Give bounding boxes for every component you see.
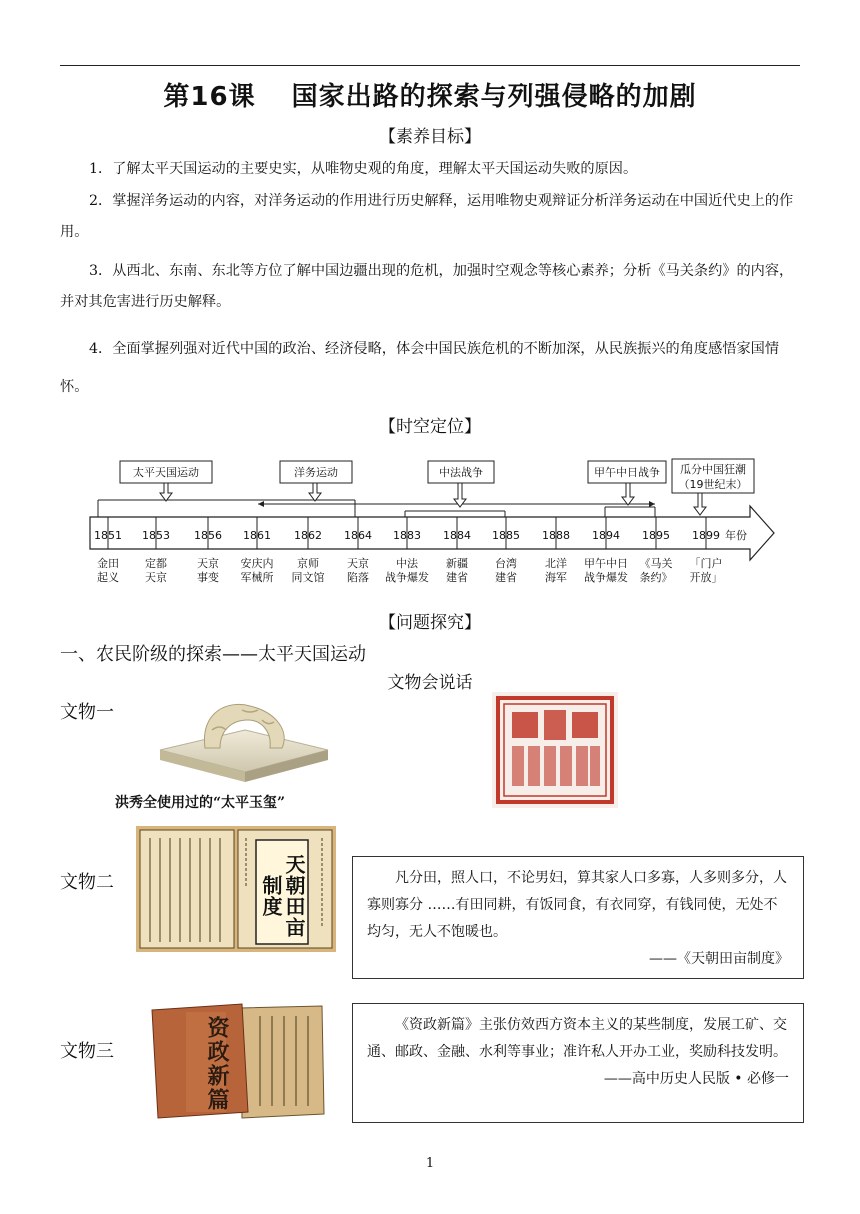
artifact3-quote: 《资政新篇》主张仿效西方资本主义的某些制度，发展工矿、交通、邮政、金融、水利等事业；准许私人开办工业，奖励科技发明。 bbox=[367, 1017, 787, 1060]
goal-item: 2．掌握洋务运动的内容，对洋务运动的作用进行历史解释，运用唯物史观辩证分析洋务运动在中国近代史上的作用。 bbox=[60, 193, 794, 240]
event-label: 新疆 bbox=[446, 557, 468, 570]
year-label: 1884 bbox=[443, 529, 471, 542]
timeline bbox=[80, 455, 780, 595]
event-label: 开放」 bbox=[689, 571, 723, 584]
year-label: 1853 bbox=[142, 529, 170, 542]
period-sublabel: （19世纪末） bbox=[678, 478, 748, 491]
period-label: 瓜分中国狂潮 bbox=[680, 463, 746, 476]
artifact2-label: 文物二 bbox=[60, 872, 114, 893]
event-label: 「门户 bbox=[689, 557, 723, 570]
artifact2-source: ——《天朝田亩制度》 bbox=[649, 951, 789, 967]
part1-title: 一、农民阶级的探索——太平天国运动 bbox=[60, 644, 366, 665]
event-label: 中法 bbox=[396, 557, 418, 570]
period-label: 洋务运动 bbox=[294, 466, 338, 479]
year-label: 1885 bbox=[492, 529, 520, 542]
event-label: 同文馆 bbox=[291, 571, 325, 584]
event-label: 军械所 bbox=[240, 571, 274, 584]
inquiry-heading: 【问题探究】 bbox=[379, 613, 481, 633]
event-label: 陷落 bbox=[347, 571, 369, 584]
period-label: 甲午中日战争 bbox=[594, 466, 660, 479]
page-title bbox=[0, 76, 860, 113]
year-label: 1864 bbox=[344, 529, 372, 542]
event-label: 金田 bbox=[97, 557, 119, 570]
event-label: 安庆内 bbox=[240, 557, 274, 570]
year-label: 1895 bbox=[642, 529, 670, 542]
event-label: 建省 bbox=[495, 571, 517, 584]
year-label: 1861 bbox=[243, 529, 271, 542]
tianchao-book-title: 天朝田亩制度 bbox=[259, 854, 306, 938]
year-label: 1851 bbox=[94, 529, 122, 542]
year-label: 1894 bbox=[592, 529, 620, 542]
timeline-heading: 【时空定位】 bbox=[379, 417, 481, 437]
event-label: 战争爆发 bbox=[584, 571, 628, 584]
event-label: 台湾 bbox=[495, 557, 517, 570]
artifact2-quote-box bbox=[352, 856, 804, 979]
event-label: 建省 bbox=[446, 571, 468, 584]
jade-seal-image bbox=[150, 690, 335, 785]
timeline-axis-arrow bbox=[90, 506, 774, 560]
period-label: 中法战争 bbox=[439, 466, 483, 479]
event-label: 甲午中日 bbox=[584, 557, 628, 570]
year-label: 1883 bbox=[393, 529, 421, 542]
zizheng-book-title: 资政新篇 bbox=[204, 1016, 230, 1112]
lesson-number: 第16课 bbox=[163, 82, 256, 112]
goals-heading: 【素养目标】 bbox=[379, 127, 481, 147]
event-label: 起义 bbox=[97, 571, 119, 584]
event-label: 战争爆发 bbox=[385, 571, 429, 584]
artifact2-quote: 凡分田，照人口，不论男妇，算其家人口多寡，人多则多分，人寡则寡分 ……有田同耕，有饭同食，有衣同穿，有钱同使，无处不均匀，无人不饱暖也。 bbox=[367, 870, 787, 940]
goal-item: 4．全面掌握列强对近代中国的政治、经济侵略，体会中国民族危机的不断加深，从民族振兴的角度感悟家国情怀。 bbox=[60, 341, 780, 395]
event-label: 天京 bbox=[347, 557, 369, 570]
artifact3-source: ——高中历史人民版 • 必修一 bbox=[603, 1071, 789, 1087]
year-label: 1862 bbox=[294, 529, 322, 542]
event-label: 北洋 bbox=[545, 557, 567, 570]
period-label: 太平天国运动 bbox=[133, 466, 199, 479]
artifact1-label: 文物一 bbox=[60, 702, 114, 723]
year-label: 1899 bbox=[692, 529, 720, 542]
artifacts-heading: 文物会说话 bbox=[387, 673, 473, 693]
page-number: 1 bbox=[425, 1156, 435, 1171]
event-label: 《马关 bbox=[639, 557, 673, 570]
year-label: 1856 bbox=[194, 529, 222, 542]
event-label: 天京 bbox=[145, 571, 167, 584]
axis-label: 年份 bbox=[725, 529, 747, 542]
event-label: 天京 bbox=[197, 557, 219, 570]
event-label: 条约》 bbox=[639, 571, 673, 584]
event-label: 京师 bbox=[297, 557, 319, 570]
event-label: 定都 bbox=[145, 557, 167, 570]
artifact3-quote-box bbox=[352, 1003, 804, 1123]
goal-item: 3．从西北、东南、东北等方位了解中国边疆出现的危机，加强时空观念等核心素养；分析《马关条约》的内容，并对其危害进行历史解释。 bbox=[60, 263, 794, 310]
goal-item: 1．了解太平天国运动的主要史实，从唯物史观的角度，理解太平天国运动失败的原因。 bbox=[89, 161, 638, 177]
lesson-name: 国家出路的探索与列强侵略的加剧 bbox=[291, 82, 697, 112]
artifact1-caption: 洪秀全使用过的“太平玉玺” bbox=[115, 795, 286, 811]
tianchao-book-image bbox=[136, 826, 336, 952]
top-rule bbox=[60, 65, 800, 66]
artifact3-label: 文物三 bbox=[60, 1041, 114, 1062]
year-label: 1888 bbox=[542, 529, 570, 542]
event-label: 海军 bbox=[545, 571, 567, 584]
event-label: 事变 bbox=[197, 571, 219, 584]
seal-stamp-image bbox=[492, 692, 618, 808]
